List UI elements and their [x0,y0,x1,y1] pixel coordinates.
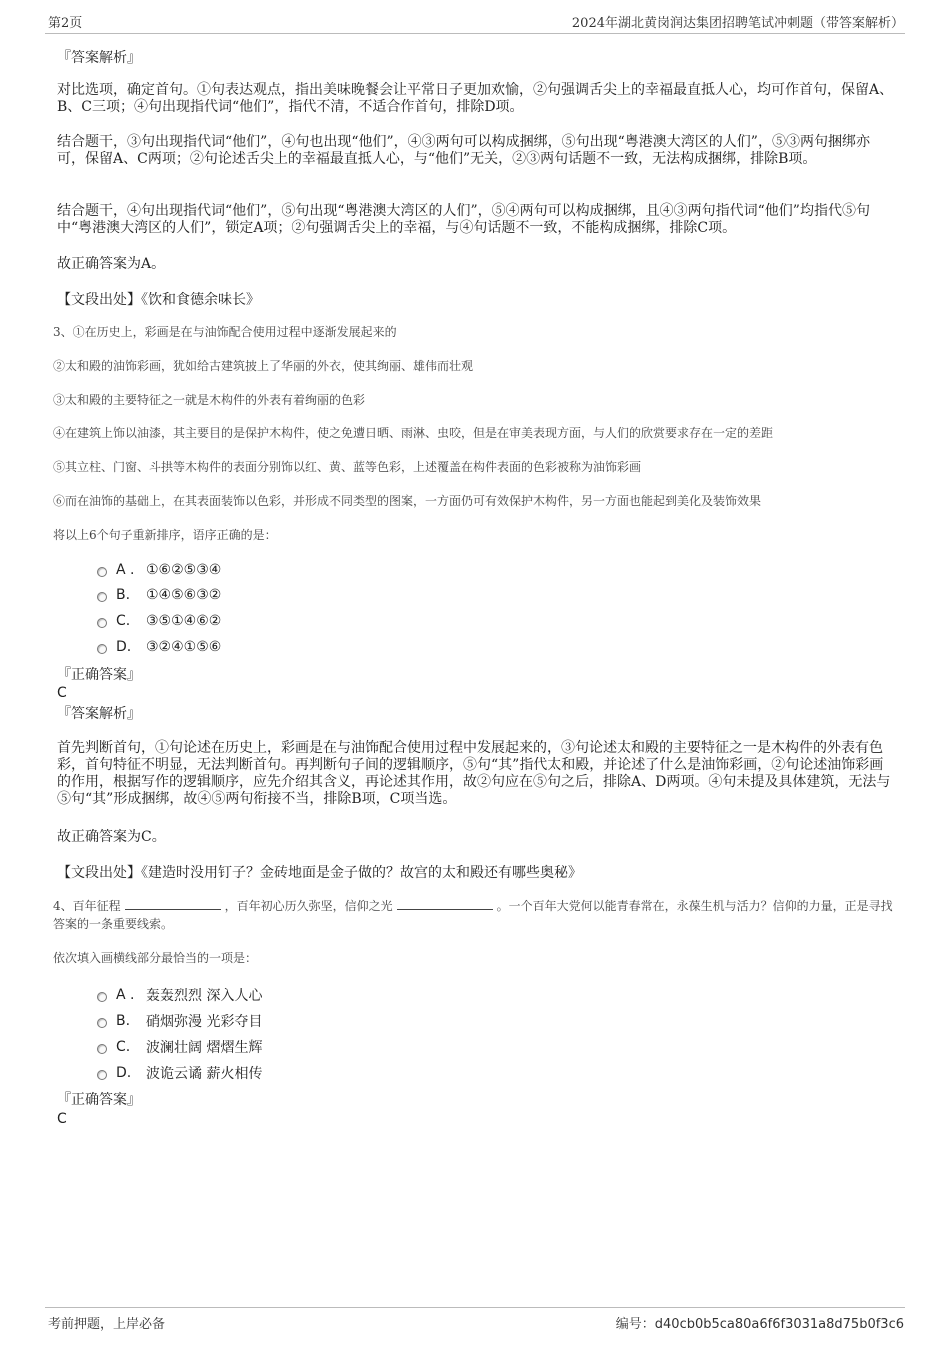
footer-divider [45,1307,905,1308]
option-letter: B. [116,587,131,603]
radio-icon[interactable] [97,1070,107,1080]
option-text: 硝烟弥漫 光彩夺目 [146,1014,263,1030]
q3-option-b[interactable] [97,586,221,604]
radio-icon[interactable] [97,618,107,628]
q3-sentence-4: ④在建筑上饰以油漆，其主要目的是保护木构件，使之免遭日晒、雨淋、虫咬，但是在审美表现方面，与人们的欣赏要求存在一定的差距 [53,426,774,440]
fill-blank-2 [397,897,493,910]
footer-code-value: d40cb0b5ca80a6f6f3031a8d75b0f3c6 [654,1317,904,1332]
option-text: 轰轰烈烈 深入人心 [146,988,263,1004]
footer-code-label: 编号： [615,1317,655,1332]
q4-stem-b: ，百年初心历久弥坚，信仰之光 [224,899,393,913]
q4-stem [53,897,898,933]
q3-analysis: 首先判断首句，①句论述在历史上，彩画是在与油饰配合使用过程中发展起来的，③句论述太和殿的主要特征之一是木构件的外表有色彩，首句特征不明显，无法判断首句。再判断句子间的逻辑顺序，⑤句“其”指代太和殿，并论述了什么是油饰彩画，②句论述油饰彩画的作用，根据写作的逻辑顺序，应先介绍其含义，再论述其作用，故②句应在⑤句之后，排除A、D两项。④句未提及具体建筑，无法与⑤句“其”形成捆绑，故④⑤两句衔接不当，排除B项，C项当选。 [57,740,891,807]
radio-icon[interactable] [97,567,107,577]
q2-conclusion: 故正确答案为A。 [57,256,166,272]
q3-correct-label: 『正确答案』 [57,667,141,683]
option-letter: D. [116,1065,132,1081]
option-text: 波诡云谲 薪火相传 [146,1066,263,1082]
radio-icon[interactable] [97,644,107,654]
q4-correct-answer: C [57,1111,67,1127]
option-letter: C. [116,1039,131,1055]
option-letter: B. [116,1013,131,1029]
radio-icon[interactable] [97,1044,107,1054]
option-letter: C. [116,613,131,629]
option-letter: D. [116,639,132,655]
q2-analysis-p2: 结合题干，③句出现指代词“他们”，④句也出现“他们”，④③两句可以构成捆绑，⑤句出现“粤港澳大湾区的人们”，⑤③两句捆绑亦可，保留A、C两项；②句论述舌尖上的幸福最直抵人心，与“他们”无关，②③两句话题不一致，无法构成捆绑，排除B项。 [57,134,870,167]
q3-sentence-2: ②太和殿的油饰彩画，犹如给古建筑披上了华丽的外衣，使其绚丽、雄伟而壮观 [53,359,474,373]
q4-prompt: 依次填入画横线部分最恰当的一项是： [53,951,258,965]
header-divider [45,33,905,34]
option-text: ①④⑤⑥③② [146,587,222,603]
q3-correct-answer: C [57,685,67,701]
q3-option-c[interactable] [97,612,221,630]
q3-option-d[interactable] [97,638,221,656]
option-text: ①⑥②⑤③④ [146,562,222,578]
radio-icon[interactable] [97,992,107,1002]
document-title: 2024年湖北黄岗润达集团招聘笔试冲刺题（带答案解析） [571,16,904,31]
q2-source: 【文段出处】《饮和食德余味长》 [57,292,260,308]
q4-stem-a: 4、百年征程 [53,899,121,913]
q4-correct-label: 『正确答案』 [57,1092,141,1108]
q4-stem-c: 。一个百年大党何以能青春常在，永葆生机与活力？信仰的力量，正是寻找答案的一条重要线索。 [53,899,893,931]
q4-option-a[interactable] [97,986,262,1004]
q3-analysis-label: 『答案解析』 [57,706,141,722]
radio-icon[interactable] [97,1018,107,1028]
q3-sentence-1: 3、①在历史上，彩画是在与油饰配合使用过程中逐渐发展起来的 [53,325,397,339]
option-text: ③②④①⑤⑥ [146,639,222,655]
q3-prompt: 将以上6个句子重新排序，语序正确的是： [53,528,277,542]
q3-sentence-5: ⑤其立柱、门窗、斗拱等木构件的表面分别饰以红、黄、蓝等色彩，上述覆盖在构件表面的色彩被称为油饰彩画 [53,460,642,474]
q2-analysis-p1: 对比选项，确定首句。①句表达观点，指出美味晚餐会让平常日子更加欢愉，②句强调舌尖上的幸福最直抵人心，均可作首句，保留A、B、C三项；④句出现指代词“他们”，指代不清，不适合作首句，排除D项。 [57,82,894,115]
footer-code [616,1313,904,1332]
q2-analysis-label: 『答案解析』 [57,50,141,66]
option-text: ③⑤①④⑥② [146,613,222,629]
q3-sentence-3: ③太和殿的主要特征之一就是木构件的外表有着绚丽的色彩 [53,393,366,407]
option-letter: A . [116,987,135,1003]
radio-icon[interactable] [97,592,107,602]
fill-blank-1 [125,897,221,910]
footer-slogan: 考前押题，上岸必备 [48,1317,166,1332]
q4-option-c[interactable] [97,1038,262,1056]
q3-conclusion: 故正确答案为C。 [57,829,166,845]
page-number: 第2页 [48,16,83,31]
q4-option-b[interactable] [97,1012,262,1030]
option-text: 波澜壮阔 熠熠生辉 [146,1040,263,1056]
q3-sentence-6: ⑥而在油饰的基础上，在其表面装饰以色彩，并形成不同类型的图案，一方面仍可有效保护木构件，另一方面也能起到美化及装饰效果 [53,494,762,508]
option-letter: A . [116,562,135,578]
q2-analysis-p3: 结合题干，④句出现指代词“他们”，⑤句出现“粤港澳大湾区的人们”，⑤④两句可以构成捆绑，且④③两句指代词“他们”均指代⑤句中“粤港澳大湾区的人们”，锁定A项；②句强调舌尖上的幸福，与④句话题不一致，不能构成捆绑，排除C项。 [57,203,870,236]
q3-option-a[interactable] [97,561,221,579]
q4-option-d[interactable] [97,1064,262,1082]
q3-source: 【文段出处】《建造时没用钉子？金砖地面是金子做的？故宫的太和殿还有哪些奥秘》 [57,865,582,881]
